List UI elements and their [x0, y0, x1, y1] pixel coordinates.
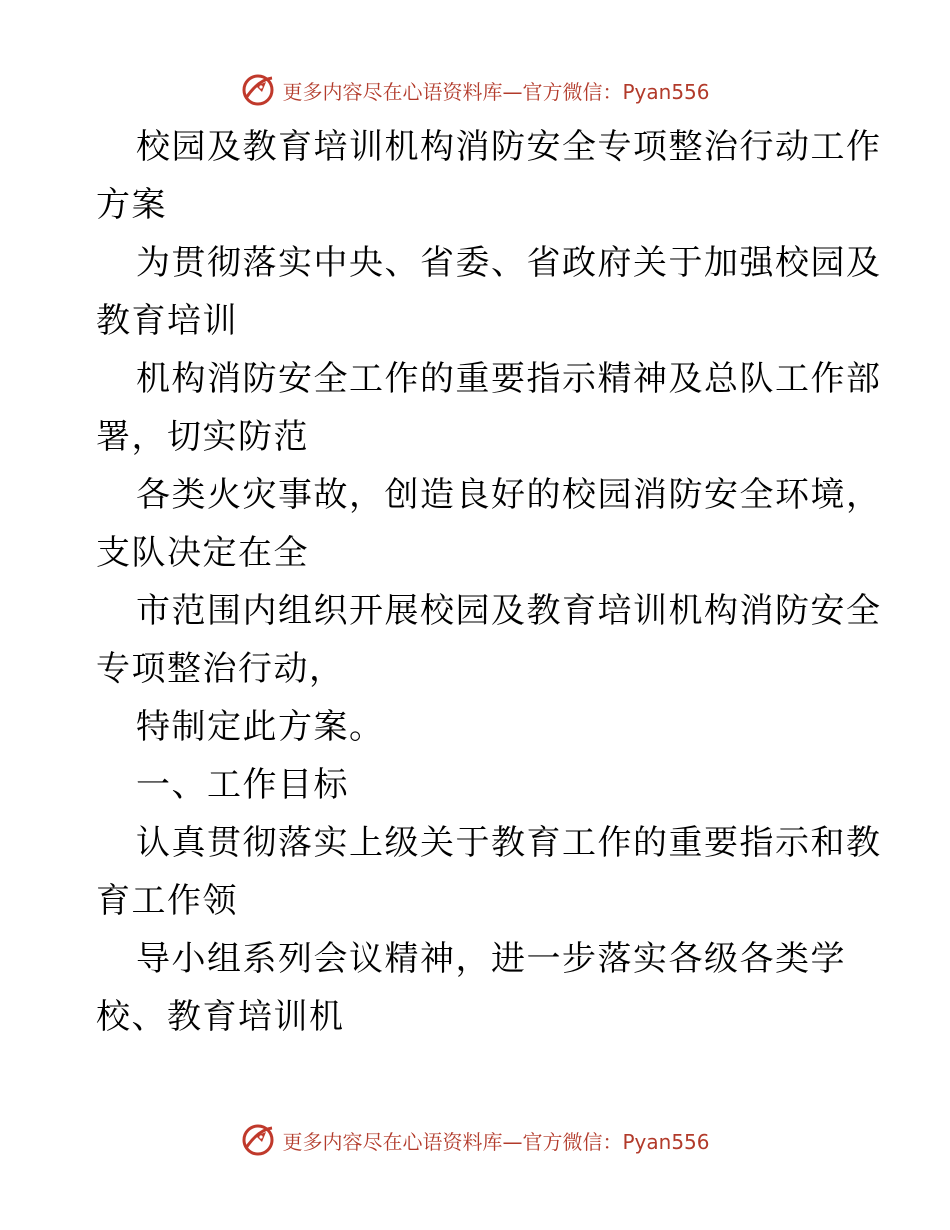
document-body: [96, 118, 882, 1046]
footer-watermark-label: 更多内容尽在心语资料库—官方微信：: [282, 1129, 623, 1154]
title-line-2: 方案: [96, 185, 167, 225]
header-watermark-label: 更多内容尽在心语资料库—官方微信：: [282, 79, 623, 104]
pen-nib-logo-icon: [240, 1122, 276, 1158]
footer-watermark-handle: Pyan556: [622, 1129, 710, 1154]
paragraph-line: 机构消防安全工作的重要指示精神及总队工作部: [136, 359, 882, 399]
footer-watermark-banner: [0, 1120, 950, 1160]
header-watermark-text: [282, 76, 709, 105]
section-heading: 一、工作目标: [136, 765, 349, 805]
paragraph-line: 为贯彻落实中央、省委、省政府关于加强校园及: [136, 243, 882, 283]
paragraph-line: 教育培训: [96, 301, 238, 341]
paragraph-line: 校、教育培训机: [96, 997, 345, 1037]
footer-watermark-text: [282, 1126, 709, 1155]
header-watermark-handle: Pyan556: [622, 79, 710, 104]
title-line-1: 校园及教育培训机构消防安全专项整治行动工作: [136, 127, 882, 167]
paragraph-line: 市范围内组织开展校园及教育培训机构消防安全: [136, 591, 882, 631]
paragraph-line: 认真贯彻落实上级关于教育工作的重要指示和教: [136, 823, 882, 863]
paragraph-line: 各类火灾事故，创造良好的校园消防安全环境，: [136, 475, 882, 515]
paragraph-line: 署，切实防范: [96, 417, 309, 457]
header-watermark-banner: [0, 70, 950, 110]
paragraph-line: 育工作领: [96, 881, 238, 921]
paragraph-line: 特制定此方案。: [136, 707, 385, 747]
paragraph-line: 专项整治行动，: [96, 649, 345, 689]
paragraph-line: 导小组系列会议精神，进一步落实各级各类学: [136, 939, 846, 979]
paragraph-line: 支队决定在全: [96, 533, 309, 573]
pen-nib-logo-icon: [240, 72, 276, 108]
